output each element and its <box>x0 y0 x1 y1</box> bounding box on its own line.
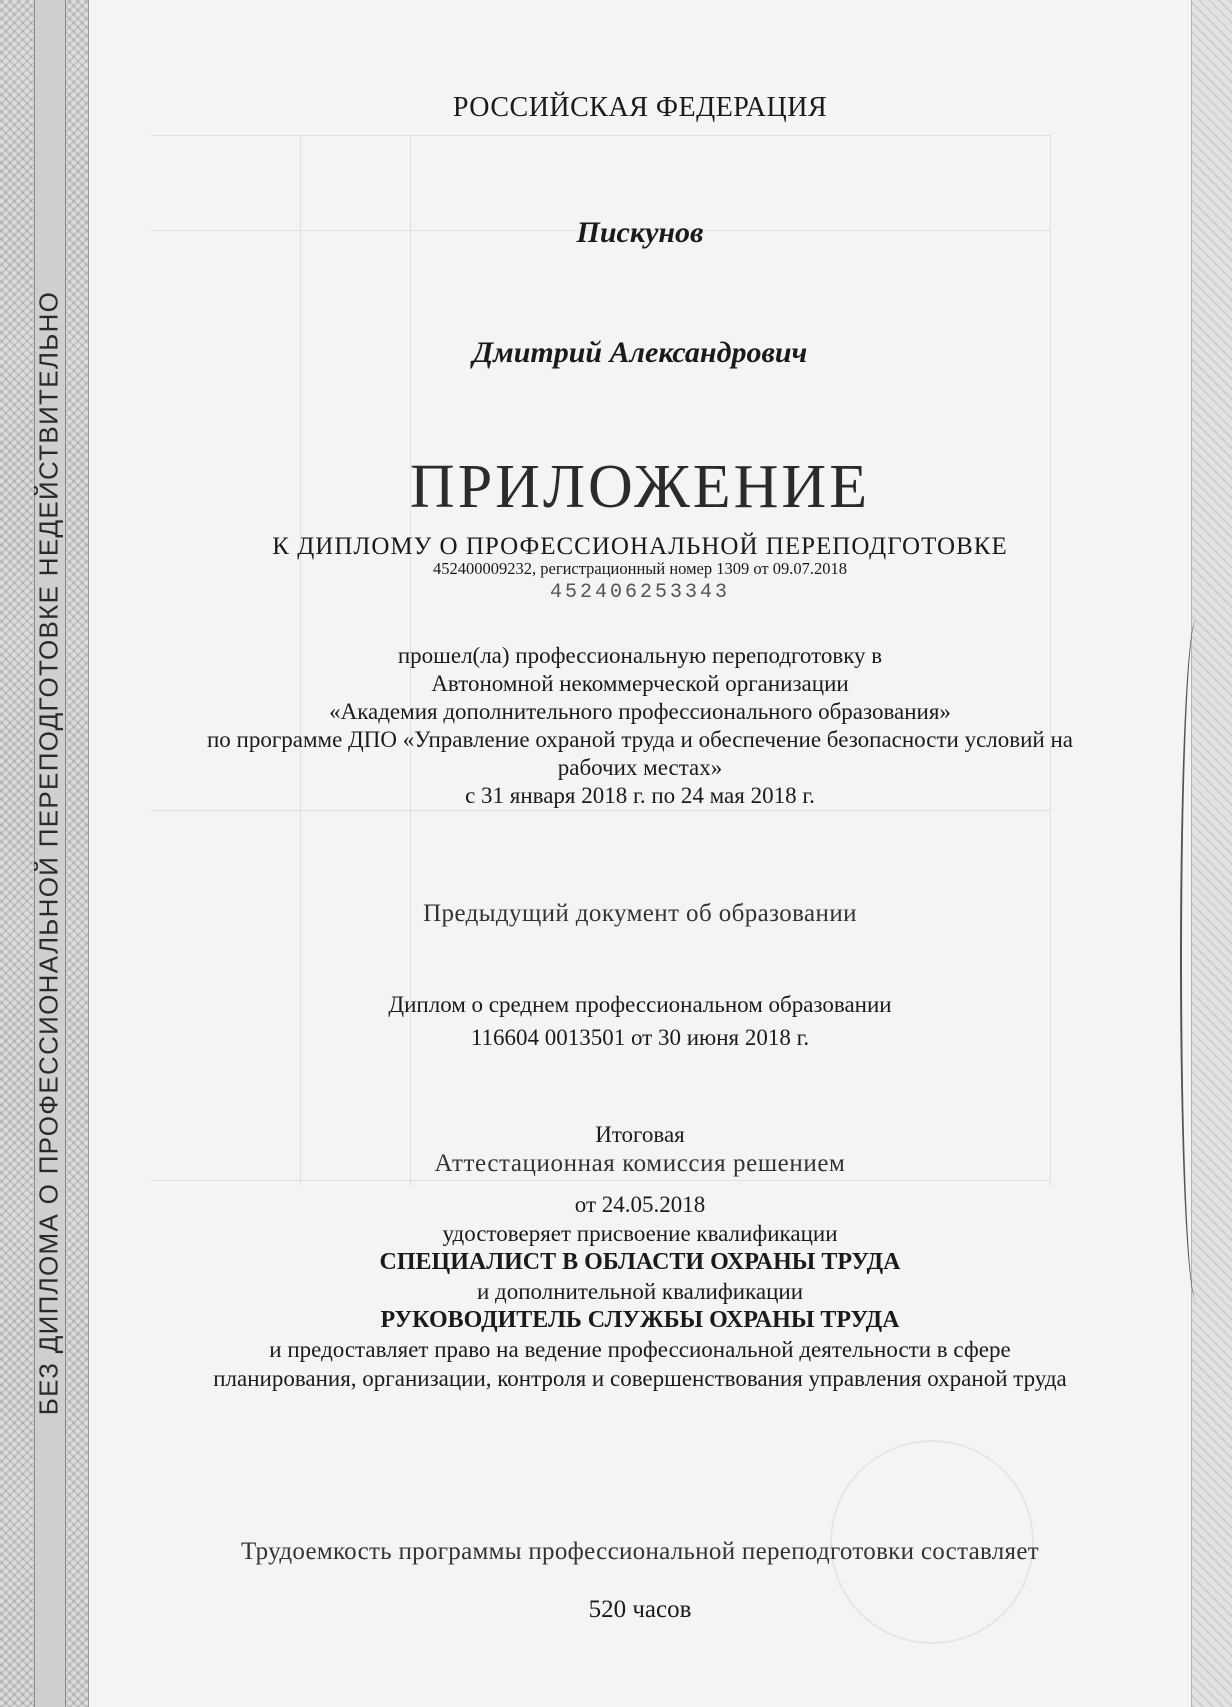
previous-document-number: 116604 0013501 от 30 июня 2018 г. <box>470 1025 810 1050</box>
training-line: «Академия дополнительного профессионального образования» <box>329 699 951 724</box>
qualification-block <box>88 1190 1192 1393</box>
commission-date: от 24.05.2018 <box>574 1192 706 1217</box>
country-name: РОССИЙСКАЯ ФЕДЕРАЦИЯ <box>452 92 828 123</box>
commission-block <box>88 1120 1192 1178</box>
document-title: ПРИЛОЖЕНИЕ <box>409 453 871 521</box>
previous-document-label: Предыдущий документ об образовании <box>423 900 857 927</box>
document-content <box>88 0 1192 1707</box>
qualification-title: СПЕЦИАЛИСТ В ОБЛАСТИ ОХРАНЫ ТРУДА <box>379 1249 901 1275</box>
commission-decision: Аттестационная комиссия решением <box>434 1150 846 1177</box>
qualification-line: планирования, организации, контроля и совершенствования управления охраной труда <box>213 1366 1067 1391</box>
training-line: по программе ДПО «Управление охраной труда и обеспечение безопасности условий на <box>206 727 1073 752</box>
training-line: рабочих местах» <box>557 755 723 780</box>
security-border-left <box>0 0 89 1707</box>
holder-surname: Пискунов <box>576 216 704 249</box>
labor-hours: 520 часов <box>588 1596 692 1623</box>
commission-itog: Итоговая <box>595 1122 685 1147</box>
additional-qualification-title: РУКОВОДИТЕЛЬ СЛУЖБЫ ОХРАНЫ ТРУДА <box>380 1307 900 1333</box>
qualification-line: и предоставляет право на ведение профессиональной деятельности в сфере <box>269 1337 1011 1362</box>
training-statement <box>88 642 1192 810</box>
registration-number: 452400009232, регистрационный номер 1309 от 09.07.2018 <box>433 559 847 578</box>
training-dates: с 31 января 2018 г. по 24 мая 2018 г. <box>465 783 815 808</box>
document-subtitle: К ДИПЛОМУ О ПРОФЕССИОНАЛЬНОЙ ПЕРЕПОДГОТОВКЕ <box>272 533 1008 560</box>
serial-number: 452406253343 <box>549 581 731 604</box>
qualification-line: удостоверяет присвоение квалификации <box>442 1221 838 1246</box>
previous-document <box>88 988 1192 1054</box>
qualification-line: и дополнительной квалификации <box>476 1279 804 1304</box>
training-line: Автономной некоммерческой организации <box>431 671 849 696</box>
labor-intensity: Трудоемкость программы профессиональной переподготовки составляет <box>241 1538 1039 1565</box>
training-line: прошел(ла) профессиональную переподготовку в <box>397 643 883 668</box>
holder-given-names: Дмитрий Александрович <box>472 336 808 369</box>
security-border-text: БЕЗ ДИПЛОМА О ПРОФЕССИОНАЛЬНОЙ ПЕРЕПОДГОТОВКЕ НЕДЕЙСТВИТЕЛЬНО <box>33 290 64 1416</box>
previous-document-name: Диплом о среднем профессиональном образовании <box>388 992 892 1017</box>
